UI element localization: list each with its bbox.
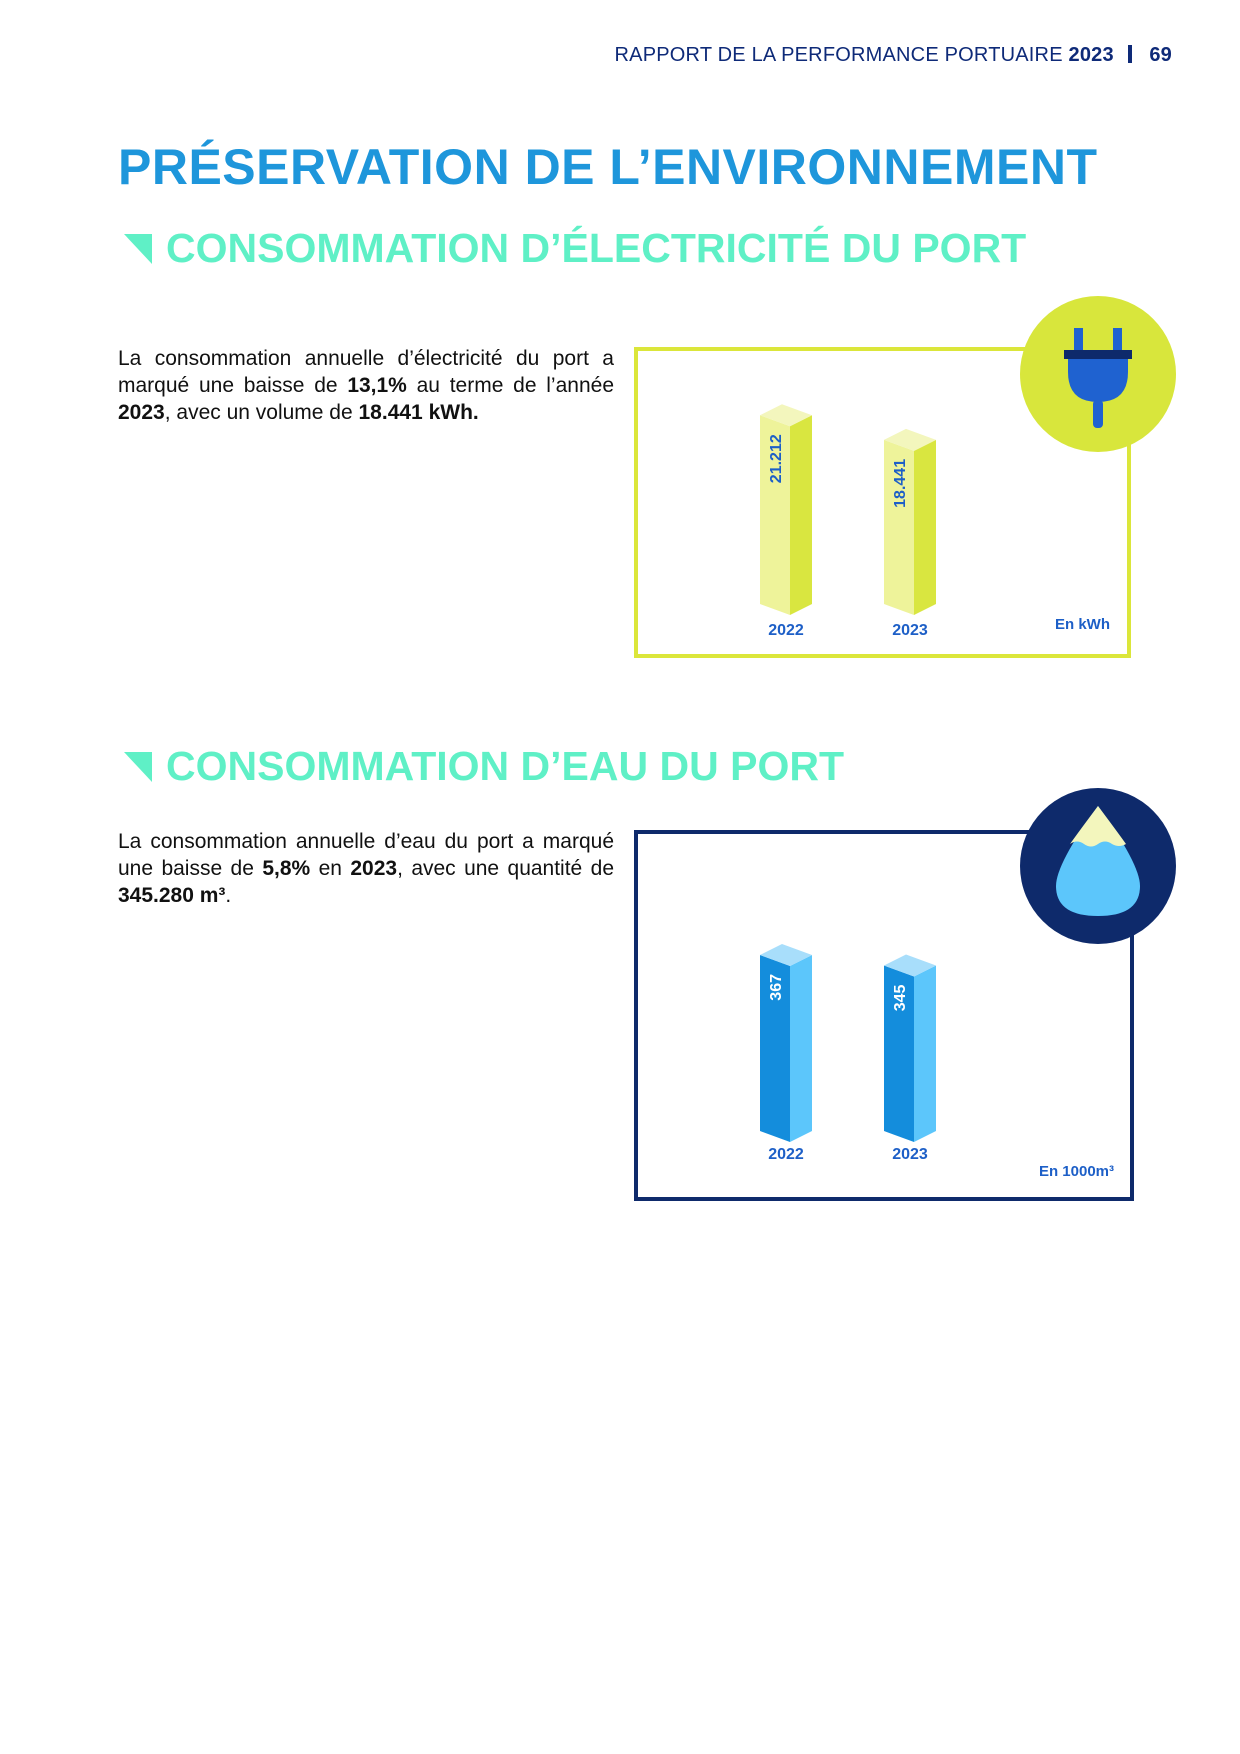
bar-value-label: 21.212 [768, 434, 786, 484]
page-number: 69 [1149, 44, 1172, 66]
category-label: 2022 [768, 1146, 804, 1163]
header-year: 2023 [1068, 44, 1114, 66]
text-span: , avec un volume de [164, 401, 359, 424]
header-report-title: RAPPORT DE LA PERFORMANCE PORTUAIRE [614, 44, 1063, 66]
bar-side-2022 [790, 415, 812, 615]
category-label: 2023 [892, 622, 928, 639]
electricity-paragraph [118, 345, 614, 426]
text-bold: 2023 [350, 857, 398, 880]
plug-icon [1020, 296, 1176, 452]
category-label: 2022 [768, 622, 804, 639]
page-header [615, 44, 1172, 67]
page-title: PRÉSERVATION DE L’ENVIRONNEMENT [118, 139, 1098, 195]
text-bold: 13,1% [347, 374, 407, 397]
water-paragraph [118, 828, 614, 909]
text-span: au terme de l’année [406, 374, 614, 397]
bar-2022 [760, 404, 812, 615]
electricity-heading [124, 225, 1026, 272]
bar-2022 [760, 944, 812, 1142]
bar-2023 [884, 429, 936, 615]
unit-label: En kWh [1055, 616, 1110, 633]
bar-side-2023 [914, 440, 936, 615]
triangle-marker-icon [124, 234, 152, 264]
triangle-marker-icon [124, 752, 152, 782]
text-span: , avec une quantité de [397, 857, 614, 880]
water-drop-icon-circle [1020, 788, 1176, 944]
category-label: 2023 [892, 1146, 928, 1163]
text-span: La consommation annuelle d’électricité du port a marqué une baisse de [118, 347, 614, 397]
bar-value-label: 345 [892, 984, 910, 1012]
text-span: La consommation annuelle d’eau du port a marqué une baisse de [118, 830, 614, 880]
text-bold: 2023 [118, 401, 165, 424]
unit-label: En 1000m³ [1038, 1163, 1114, 1180]
text-span: en [310, 857, 351, 880]
text-bold: 5,8% [262, 857, 311, 880]
bar-side-2023 [914, 966, 936, 1142]
header-separator [1128, 45, 1132, 63]
bar-side-2022 [790, 955, 812, 1142]
water-heading [124, 743, 844, 790]
bar-value-label: 18.441 [892, 458, 910, 508]
text-bold: 18.441 kWh. [358, 401, 479, 424]
bar-2023 [884, 955, 936, 1142]
water-heading-text: CONSOMMATION D’EAU DU PORT [166, 743, 845, 789]
text-span: . [225, 884, 232, 907]
water-drop-icon [1020, 788, 1176, 944]
text-bold: 345.280 m³ [118, 884, 226, 907]
bar-value-label: 367 [768, 974, 786, 1001]
plug-icon-circle [1020, 296, 1176, 452]
electricity-heading-text: CONSOMMATION D’ÉLECTRICITÉ DU PORT [166, 225, 1027, 271]
